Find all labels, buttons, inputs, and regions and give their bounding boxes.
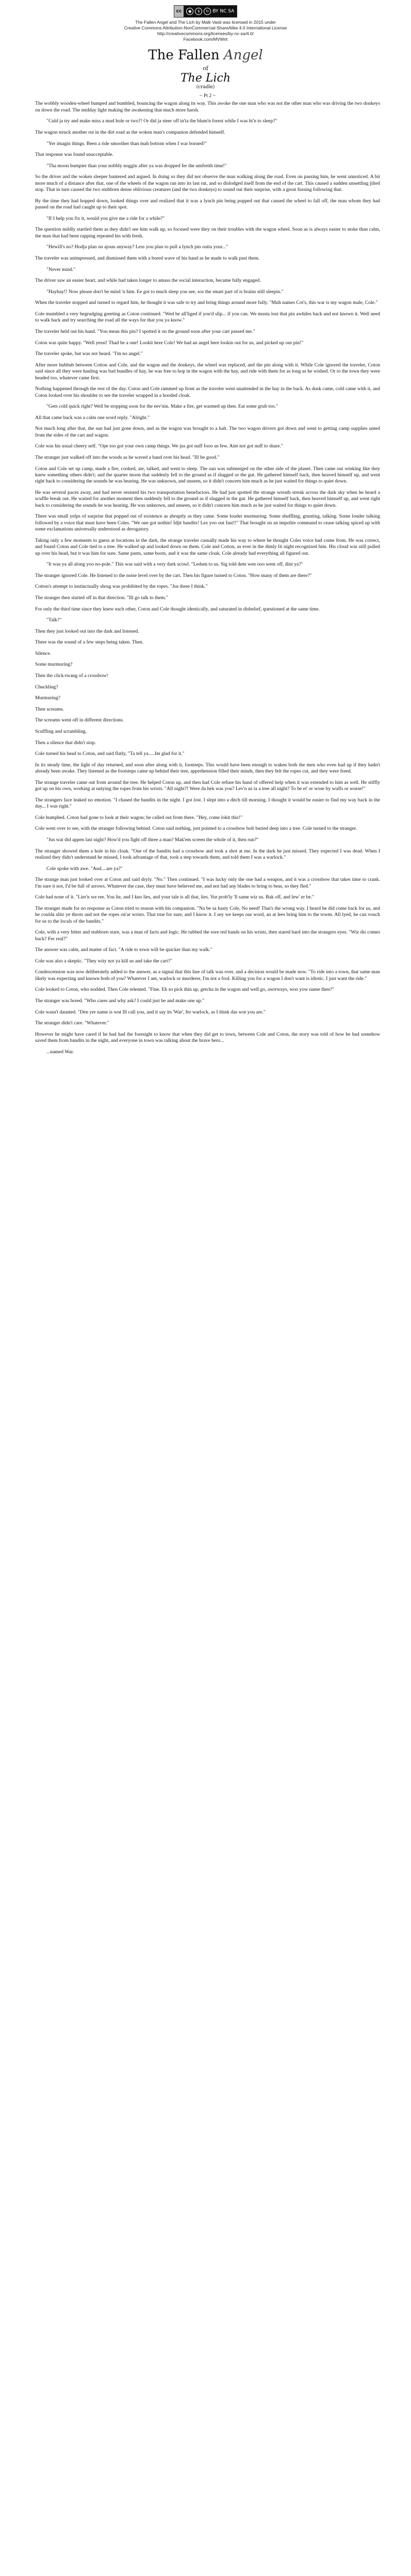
story-paragraph: Nothing happened through the rest of the day. Coton and Cole rammed up front as the traveler went unattended in the hay in the back. As dusk came, cold came with it, and Coton looked over his shoulder to see the traveler wrapped in a hooded cloak. [35, 386, 380, 398]
story-paragraph: "It was ya all along yoo no-pole." This was said with a very dark scowl. "Ledum to us. Sig told dem wen ooo went off, dint ya?" [46, 561, 303, 568]
story-paragraph: By the time they had hopped down, looked things over and realized that it was a lynch pin being popped out that caused the wheel to fall off, the man whom they had passed on the road had caught up to their spot. [35, 198, 380, 211]
story-paragraph: "Tha moon bumpier than your nobbly noggin after ya was dropped fer the umfretth time!" [46, 163, 227, 169]
story-paragraph: That response was found unacceptable. [35, 152, 113, 158]
story-paragraph: Cole turned his head to Coton, and said flatly, "Ta tell ya.....Im glad for it." [35, 751, 185, 757]
story-paragraph: "Hewill's no? Hodja plan on ajoun anyway? Less you plan to pull a lynch pin outta your..." [46, 244, 228, 250]
story-paragraph: The traveler held out his hand. "You mean this pin? I spotted it on the ground soon after your cart passed me." [35, 328, 255, 334]
story-paragraph: When the traveler stopped and turned to regard him, he thought it was safe to try and bring things around more fully. "Muh names Cot's, this war is my wagon male, Cole." [35, 300, 378, 306]
story-paragraph: Silence. [35, 650, 51, 656]
license-text [0, 20, 411, 42]
story-paragraph: Cole, with a very bitter and stubborn stare, was a man of facts and logic. He rubbed the sore red bands on his wrists, then stared hard into the strangers eyes. "Wiz dis comes back? Fer real?" [35, 929, 380, 942]
story-paragraph: The stranger just walked off into the woods as he waved a hand over his head. "Ill be good." [35, 454, 220, 460]
story-paragraph: The strange man just looked over at Coton and said dryly. "No." Then continued. "I was lucky only the one had a weapon, and it was a crossbow that takes time to crank. I'm sure it not, I'd be full of arrows. Whatever the case, they must have believed me, and not had any blades to bring to bear, so they fled." [35, 877, 380, 889]
story-paragraph: Cole wasn't daunted. "Den yer name is wut Ill call you, and it say its 'War', fer warlock, as I think das wut you are." [35, 1009, 266, 1015]
story-paragraph: The traveler spoke, but was not heard. "I'm no angel." [35, 351, 143, 357]
story-paragraph: Chuckling? [35, 684, 58, 690]
story-paragraph: Cole went over to see, with the stranger following behind. Coton said nothing, just pointed to a crossbow bolt buried deep into a tree. Cole turned to the stranger. [35, 826, 357, 832]
story-paragraph: The wagon struck another rut in the dirt road as the woken man's companion defended himself. [35, 130, 225, 135]
story-paragraph: The stranger made for no response as Coton tried to reason with his companion. "Na be sa hasty Cole, No need! That's the wrong way. I heard he did come back for us, and he coulda slitz ye throts and not the ropes on'ar wrists. That true for sure, and I know it. I sey we keeps our word, an at lees bring him to the towm. All lyed, he can vouch for us to the locals of the bandits." [35, 905, 380, 924]
story-paragraph: "Yer imagin things. Been a ride smoother than mah bottom when I war borned!" [46, 140, 207, 147]
story-body [0, 90, 411, 1055]
story-paragraph: "Hayhay!! Now please don't be mind 'n him. Ee got to much sleep you see, sos the smart part of is brains still sleepin." [46, 288, 284, 295]
story-paragraph: "If I help you fix it, would you give me a ride for a while?" [46, 215, 165, 221]
license-line: Creative Commons Attribution-NonCommercial-ShareAlike 4.0 International License [124, 25, 287, 30]
cc-terms-label: BY NC SA [212, 9, 235, 14]
license-line: The Fallen Angel and The Lich by Malk Vasti was licensed in 2015 under [135, 20, 276, 25]
story-paragraph: The stranger ignored Cole. He listened to the noise level over by the cart. Then his figure turned to Coton. "How many of them are there?" [35, 572, 312, 578]
story-paragraph: Cole had none of it. "Lier'n we ree. You lie, and I kno lies, and your tale is all that, lies. Yur prob'ly 'll same wiz us. Bak off, and lew' er be." [35, 894, 315, 900]
story-paragraph: The answer was calm, and matter of fact. "A ride to town will be quicker than my walk." [35, 947, 212, 953]
story-paragraph: All that came back was a calm one word reply. "Alright." [35, 414, 150, 421]
story-paragraph: Cole spoke with awe. "And....are ya?" [46, 865, 123, 872]
story-paragraph: Some murmuring? [35, 662, 73, 668]
story-paragraph: Cole was his usual cheery self. "Ope too got your own camp things. We jus got nuff fooo us few. Aint not got nuff to share." [35, 443, 283, 449]
story-paragraph: So the driver and the woken sleeper bantered and argued. In doing so they did not observe the man walking along the road. Even on passing him, he went unnoticed. A bit more much of a distance after that, one of the wheels of the wagon ran into its last rut, and so dislodged itself from the end of the cart. This caused a sudden unsettling jilted stop. That in turn caused the two stubborn dense oblivious creatures (and the two donkeys) to sound out their surprise, with a great fussing following that. [35, 174, 380, 193]
story-paragraph: The driver saw an easier heart, and while had taken longer to amass the social interaction, became fully engaged. [35, 278, 261, 284]
story-paragraph: "Never mind." [46, 266, 76, 272]
title-of: of [203, 65, 208, 72]
story-paragraph: "Jus wat did appen last night? How'd you fight off three a man? Mak'em screen the whole of it, then run?" [46, 837, 259, 843]
story-paragraph: Cole humphed. Coton had gone to look at their wagon; he called out from there. "Hey, come lokit this!" [35, 814, 242, 820]
story-paragraph: ...named War. [46, 1049, 74, 1055]
license-header [0, 0, 411, 90]
story-paragraph: Then a silence that didn't stop. [35, 739, 96, 746]
story-paragraph: For only the third time since they knew each other, Coton and Cole thought identically, and saturated in disbelief, questioned at the same time. [35, 606, 320, 612]
story-paragraph: Then they just looked out into the dark and listened. [35, 628, 139, 634]
story-paragraph: The question mildly startled them as they didn't see him walk up, so focused were they on their troubles with the wagon wheel. Soon as is always easier to stoke than calm, the man that had been rapping repeated his with fresh. [35, 227, 380, 239]
title-fallen: The Fallen [148, 47, 224, 63]
story-paragraph: Coton and Cole set up camp, made a fire, cooked, ate, talked, and went to sleep. The sun was submerged on the other side of the planet. Then came out winking like they knew something others didn't; and the quarter moon that suddenly fell to the ground as if slugged or the gut. He gathered himself back, then heaved himself up, and went right back to considering the sounds he was hearing. He was unknown, and unseen, so it didn't concern him much as he just waited for things to quiet down. [35, 465, 380, 485]
story-paragraph: The screams went off in different directions. [35, 717, 124, 723]
story-paragraph: Cole mumbled a very begrudging greeting as Coton continued. "Wed be all'liged if you'd slip... if you can. We musta lost that pin awhiles back and not known it. Well need to walk back and try searching the road all the ways for that you ya know." [35, 311, 380, 324]
story-paragraph: Condescension was now deliberately added to the answer, as a signal that this line of talk was over, and a decision would be made now. "To ride into a town, that same man likely was expecting and known both of you? Whatever I am, warlock or murderer, I'm not a fool. Killing you for a wagon I don't want is idiotic. I just want the ride." [35, 969, 380, 981]
story-paragraph: The strange traveler came out from around the tree. He helped Coton up, and then had Cole refuse his hand of offered help when it was extended to him as well. He stiffly got up on his own, working at untying the ropes from his wrists. "All night?! Were da hek was you? Lev'n us ta a tree all night? To be et' or wose by wulfs or worse!" [35, 779, 380, 792]
story-paragraph: After more hubbub between Cotton and Cole, and the wagon and the donkeys, the wheel was replaced, and the pin along with it. While Cole ignored the traveler, Coton said since all they were hauling was bad bundles of hay, he was free to hop in the wagon with the hay, and ride with them for as long as he wished. Or to the town they were headed too, whatever came first. [35, 362, 380, 381]
facebook-link[interactable]: Facebook.com/MVWrit [183, 37, 228, 42]
story-title [0, 47, 411, 90]
title-line-2: The Lich [180, 72, 231, 85]
story-paragraph: He was several paces away, and had never resisted his two transportation benefactors. He had just spotted the strange wreath streak across the dark sky when he heard a scuffle break out. He waited for another moment then suddenly fell to the ground as if slugged in the gut. He gathered himself back, then heaved himself up, and went right back to considering the sounds he was hearing. He was unknown, and unseen, so it didn't concern him much as he just waited for things to quiet down. [35, 489, 380, 508]
story-paragraph: The strangers face leaked no emotion. "I chased the bandits in the night. I got lost. I slept into a ditch till morning. I thought it would be easier to find my way back in the day... I was right." [35, 797, 380, 810]
story-paragraph: The stranger didn't care. "Whatever." [35, 1020, 109, 1026]
story-paragraph: Scuffling and scrambling. [35, 729, 87, 735]
story-paragraph: Cotton's attempt to instinctually shrug was prohibited by the ropes. "Jus three I think." [35, 584, 208, 590]
story-paragraph: Murmuring? [35, 695, 60, 701]
story-paragraph: Then screams. [35, 706, 64, 712]
story-paragraph: Cole was also a skeptic. "They wity not ya kill us and take the cart?" [35, 958, 172, 964]
story-paragraph: "Culd ja try and make miss a mud hole or two?! Or did ja steer off in'ta the blum'n forest while I was hi'n to sleep?" [46, 118, 277, 124]
story-paragraph: "Talk?" [46, 617, 62, 623]
story-paragraph: Taking only a few moments to guess at locations in the dark, the strange traveler casually made his way to where he thought Coles voice had come from. He was correct, and found Coton and Cole tied to a tree. He walked up and looked down on them. Cole and Cotton, as ever in the dimly lit night recognized him. His cloud was still pulled up over his head, but it was him for sure. Same pants, same boots, and it was the same cloak. Cole already had everything all figured out. [35, 537, 380, 556]
story-paragraph: Coton was quite happy. "Well yessi! Thad be a one! Lookit here Cole! We had an angel here lookin out for us, and picked up our pin!" [35, 340, 304, 346]
story-paragraph: The stranger then started off in that direction. "Ill go talk to them." [35, 594, 168, 601]
story-paragraph: Cole looked to Coton, who nodded. Then Cole relented. "Fine. Eh so pick thin up, getcha in the wagon and well go, awrrways, woo yow name then?" [35, 987, 334, 993]
story-paragraph: Not much long after that, the sun had just gone down, and as the wagon was brought to a halt. The two wagon drivers got down and went to getting camp supplies unted from the sides of the cart and wagon. [35, 426, 380, 438]
title-line-1 [0, 47, 411, 63]
story-paragraph: The traveler was unimpressed, and dismissed them with a bored wave of his hand as he made to walk past them. [35, 255, 260, 261]
license-url-link[interactable]: http://creativecommons.org/licenses/by-nc-sa/4.0/ [157, 31, 254, 36]
story-paragraph: However he might have cared if he had had the foresight to know that when they did get to town, between Cole and Coton, the story was told of how he had somehow saved them from bandits in the night, and everyone in town was talking about the brave hero... [35, 1031, 380, 1044]
story-paragraph: The stranger was bored. "Who cares and why ask? I could just be and make one up." [35, 997, 205, 1004]
title-line-3: (cradle) [196, 85, 215, 90]
title-angel: Angel [223, 47, 263, 63]
sa-icon: ↻ [204, 8, 211, 15]
story-paragraph: The stranger showed them a hole in his cloak. "One of the bandits had a crossbow and took a shot at me. In the dark he just missed. They expected I was dead. When I realized they didn't understand he missed, I took advantage of that, took a step towards them, and told them I was a warlock." [35, 848, 380, 860]
part-heading: ~ Pt 2 ~ [200, 93, 216, 99]
story-paragraph: There was small yelps of surprise that popped out of existence as abruptly as they came. Some louder murmuring. Some shuffling, grunting, talking. Some louder talking followed by a voice that must have been Coles. "We one got nothin! Idjit bandits! Lez yoo out fast!!" That brought on an impolite command to cease talking spiced up with some exclamations universally understood as derogatory. [35, 513, 380, 533]
cc-license-badge[interactable] [174, 5, 238, 18]
cc-logo-icon: cc [174, 6, 184, 17]
cc-terms-icon [184, 6, 237, 17]
story-paragraph: "Gets cold quick right? Well be stopping soon for the eev'nin. Make a fire, get warmed up then. Eat some grub too." [46, 404, 278, 410]
story-paragraph: Then the click-twang of a crossbow! [35, 673, 108, 679]
story-paragraph: In its steady time, the light of day returned, and soon after along with it, footsteps. This would have been enough to waken both the men who even had up if they hadn't already been awake. They listened as the footsteps came up behind their tree, apprehension filled their minds, then they felt the ropes cut, and they were freed. [35, 762, 380, 775]
story-paragraph: The wobbly wooden-wheel bumped and bumbled, bouncing the wagon along its way. This awoke the one man who was not the other man who was driving the two donkeys on down the road. The midday light making the awakening that much more harsh. [35, 101, 380, 113]
by-icon: ● [186, 8, 193, 15]
nc-icon: $ [195, 8, 202, 15]
story-paragraph: There was the sound of a few steps being taken. Then. [35, 639, 144, 646]
